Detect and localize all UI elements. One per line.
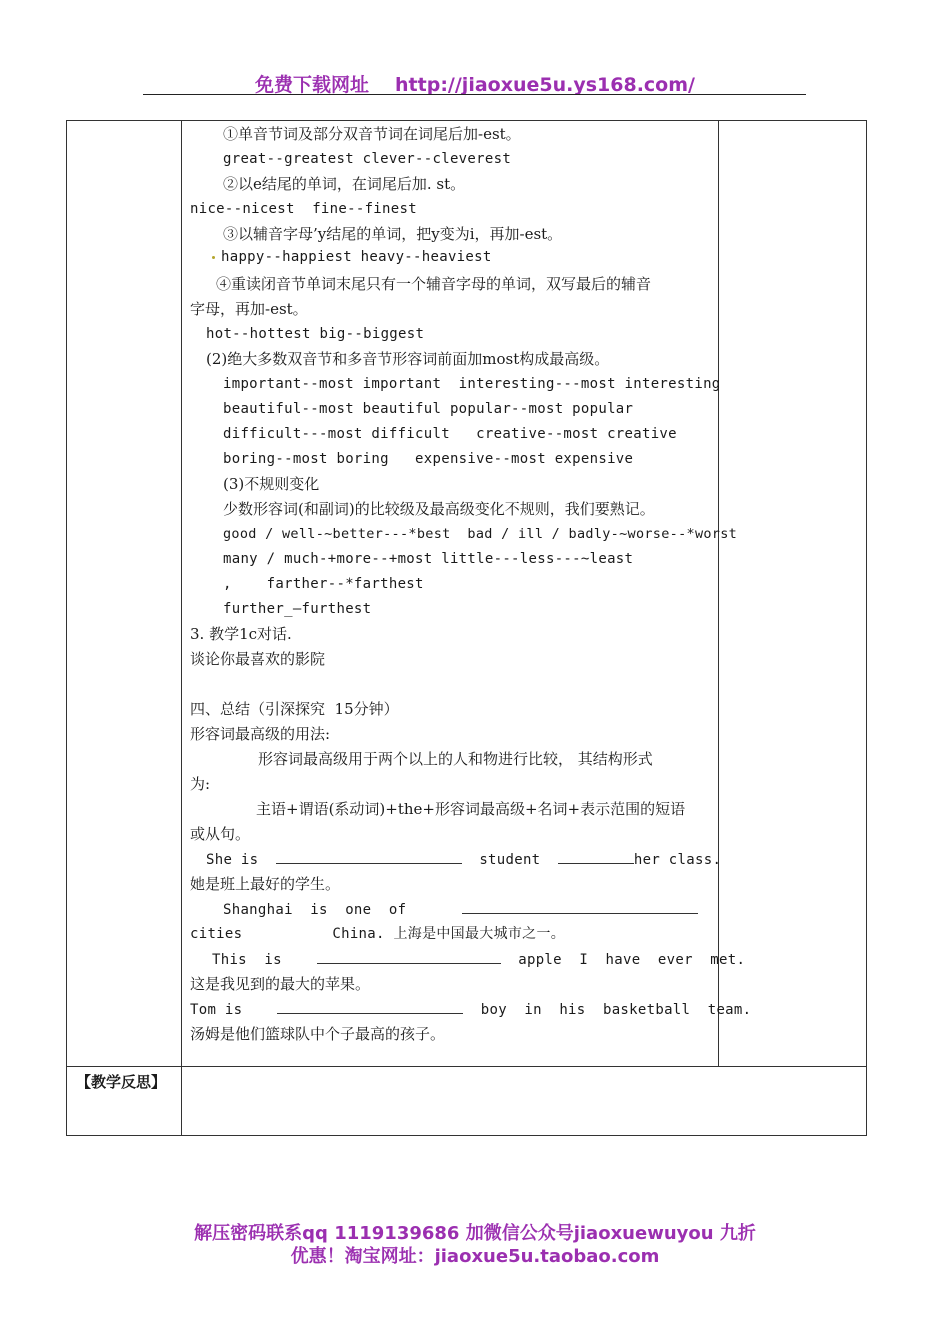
exercise-4 bbox=[190, 997, 752, 1022]
summary-desc: 形容词最高级用于两个以上的人和物进行比较， 其结构形式 bbox=[258, 750, 653, 768]
exercise-1 bbox=[190, 847, 722, 872]
irregular-example-1: good / well-~better---*best bad / ill / badly-~worse--*worst bbox=[223, 526, 738, 542]
example-3-row bbox=[190, 247, 716, 267]
summary-desc-cont: 为: bbox=[190, 775, 211, 793]
irregular-heading: (3)不规则变化 bbox=[223, 475, 320, 493]
summary-usage: 形容词最高级的用法: bbox=[190, 725, 331, 743]
exercise-1-blank-1[interactable] bbox=[276, 847, 462, 864]
exercise-2-cont bbox=[190, 922, 716, 947]
exercise-4-blank[interactable] bbox=[277, 997, 463, 1014]
example-1: great--greatest clever--cleverest bbox=[223, 151, 512, 167]
rule-2: ②以e结尾的单词，在词尾后加. st。 bbox=[223, 175, 466, 193]
step-3: 3. 教学1c对话. bbox=[190, 625, 292, 643]
exercise-4-start: Tom is bbox=[190, 1002, 243, 1018]
exercise-3-blank[interactable] bbox=[317, 947, 501, 964]
rule-most: (2)绝大多数双音节和多音节形容词前面加most构成最高级。 bbox=[206, 350, 610, 368]
exercise-1-end: her class. bbox=[633, 852, 722, 868]
exercise-1-mid: student bbox=[479, 852, 541, 868]
bullet-dot-icon bbox=[212, 256, 215, 259]
step-3-topic: 谈论你最喜欢的影院 bbox=[190, 650, 326, 668]
exercise-1-blank-2[interactable] bbox=[558, 847, 634, 864]
exercise-2-blank[interactable] bbox=[462, 897, 698, 914]
exercise-3 bbox=[190, 947, 746, 972]
example-3: happy--happiest heavy--heaviest bbox=[221, 249, 492, 265]
exercise-1-start: She is bbox=[206, 852, 259, 868]
table-divider-right bbox=[718, 120, 719, 1066]
exercise-4-translation: 汤姆是他们篮球队中个子最高的孩子。 bbox=[190, 1025, 446, 1043]
example-most-3: difficult---most difficult creative--most creative bbox=[223, 426, 677, 442]
lesson-content bbox=[190, 122, 752, 1047]
table-row-divider bbox=[66, 1066, 867, 1067]
example-most-2: beautiful--most beautiful popular--most popular bbox=[223, 401, 634, 417]
summary-structure-cont: 或从句。 bbox=[190, 825, 251, 843]
exercise-3-start: This is bbox=[212, 952, 282, 968]
header-rule bbox=[143, 94, 806, 95]
rule-4: ④重读闭音节单词末尾只有一个辅音字母的单词，双写最后的辅音 bbox=[216, 275, 652, 293]
exercise-2-start: Shanghai is one of bbox=[223, 902, 407, 918]
header-url-link[interactable]: http://jiaoxue5u.ys168.com/ bbox=[395, 74, 695, 96]
irregular-example-3: , farther--*farthest bbox=[223, 576, 424, 592]
table-divider-left bbox=[181, 120, 182, 1136]
example-4: hot--hottest big--biggest bbox=[206, 326, 425, 342]
spacer-line bbox=[190, 672, 716, 697]
summary-structure: 主语+谓语(系动词)+the+形容词最高级+名词+表示范围的短语 bbox=[256, 800, 686, 818]
irregular-note: 少数形容词(和副词)的比较级及最高级变化不规则，我们要熟记。 bbox=[223, 500, 655, 518]
exercise-2-mid: cities bbox=[190, 926, 243, 942]
irregular-example-2: many / much-+more--+most little---less---~least bbox=[223, 551, 634, 567]
rule-1: ①单音节词及部分双音节词在词尾后加-est。 bbox=[223, 125, 521, 143]
exercise-4-end: boy in his basketball team. bbox=[480, 1002, 752, 1018]
rule-3: ③以辅音字母’y结尾的单词，把y变为i，再加-est。 bbox=[223, 225, 563, 243]
example-2: nice--nicest fine--finest bbox=[190, 201, 417, 217]
exercise-2-end: China. 上海是中国最大城市之一。 bbox=[332, 926, 566, 942]
page-header bbox=[0, 70, 950, 97]
example-most-1: important--most important interesting---most interesting bbox=[223, 376, 721, 392]
exercise-3-end: apple I have ever met. bbox=[518, 952, 746, 968]
exercise-3-translation: 这是我见到的最大的苹果。 bbox=[190, 975, 371, 993]
header-label: 免费下载网址 bbox=[255, 74, 370, 96]
exercise-2 bbox=[190, 897, 716, 922]
footer-line-2: 优惠！淘宝网址：jiaoxue5u.taobao.com bbox=[290, 1246, 660, 1267]
footer-line-1: 解压密码联系qq 1119139686 加微信公众号jiaoxuewuyou 九折 bbox=[194, 1223, 756, 1244]
irregular-example-4: further_—furthest bbox=[223, 601, 372, 617]
example-most-4: boring--most boring expensive--most expensive bbox=[223, 451, 634, 467]
rule-4-cont: 字母，再加-est。 bbox=[190, 300, 308, 318]
reflection-label: 【教学反思】 bbox=[76, 1073, 167, 1091]
exercise-1-translation: 她是班上最好的学生。 bbox=[190, 875, 341, 893]
summary-heading: 四、总结（引深探究 15分钟） bbox=[190, 700, 399, 718]
